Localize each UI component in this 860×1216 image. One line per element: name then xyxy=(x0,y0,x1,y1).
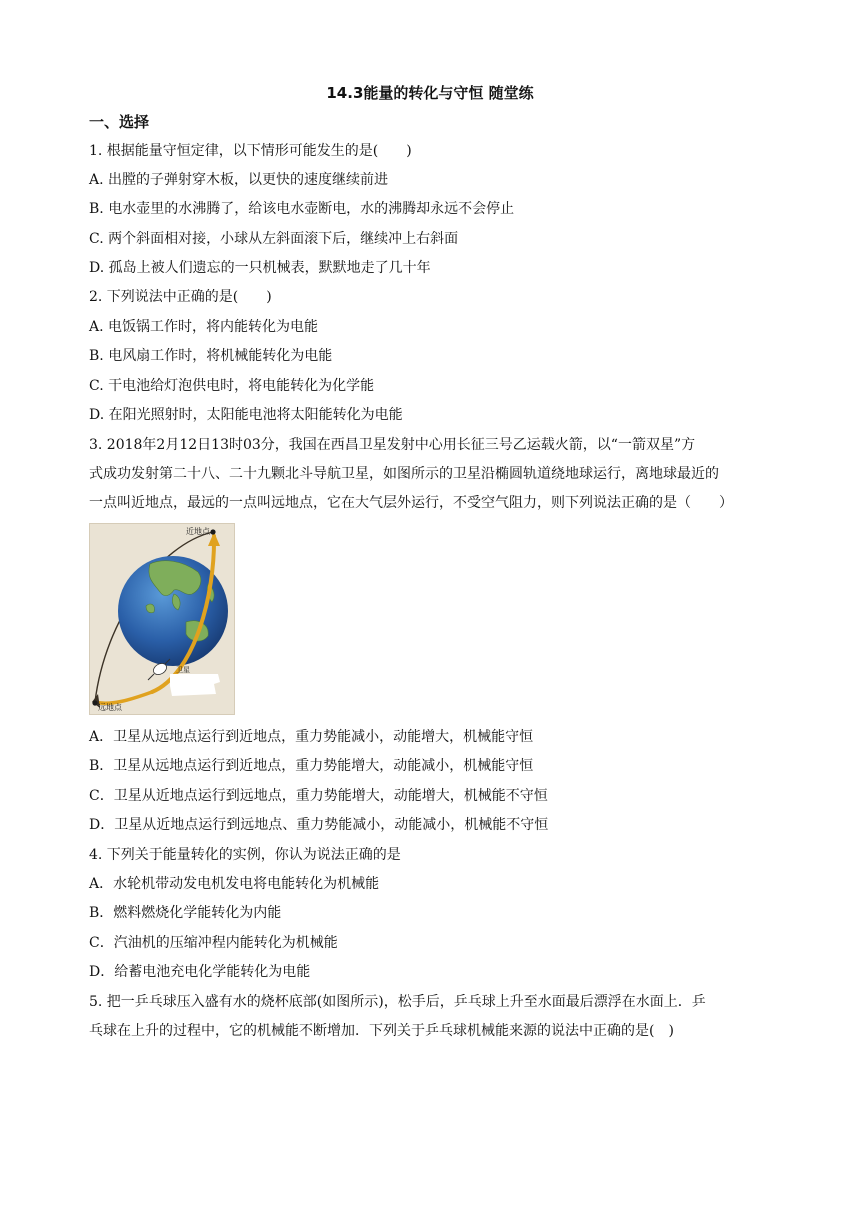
question-3-stem-line-1: 3. 2018年2月12日13时03分，我国在西昌卫星发射中心用长征三号乙运载火箭，以“一箭双星”方 xyxy=(89,437,696,453)
perigee-marker xyxy=(210,529,215,534)
question-3-option-d: D．卫星从近地点运行到远地点、重力势能减小，动能减小，机械能不守恒 xyxy=(89,817,549,833)
label-patch xyxy=(170,674,220,696)
question-5-stem-line-2: 乓球在上升的过程中，它的机械能不断增加．下列关于乒乓球机械能来源的说法中正确的是( ) xyxy=(89,1023,674,1039)
question-3-stem-line-2: 式成功发射第二十八、二十九颗北斗导航卫星，如图所示的卫星沿椭圆轨道绕地球运行，离地球最近的 xyxy=(89,466,719,482)
question-4-option-b: B．燃料燃烧化学能转化为内能 xyxy=(89,905,282,921)
question-4-option-c: C．汽油机的压缩冲程内能转化为机械能 xyxy=(89,935,338,951)
question-3-option-c: C．卫星从近地点运行到远地点，重力势能增大，动能增大，机械能不守恒 xyxy=(89,788,548,804)
question-3-stem-line-3: 一点叫近地点，最远的一点叫远地点，它在大气层外运行，不受空气阻力，则下列说法正确的是（ ） xyxy=(89,495,733,511)
question-1-option-b: B. 电水壶里的水沸腾了，给该电水壶断电，水的沸腾却永远不会停止 xyxy=(89,201,515,217)
question-5-stem-line-1: 5. 把一乒乓球压入盛有水的烧杯底部(如图所示)，松手后，乒乓球上升至水面最后漂浮在水面上．乒 xyxy=(89,994,706,1010)
satellite-orbit-figure xyxy=(89,523,235,715)
question-2-option-b: B. 电风扇工作时，将机械能转化为电能 xyxy=(89,348,333,364)
apogee-marker xyxy=(92,700,97,705)
question-1-stem: 1. 根据能量守恒定律，以下情形可能发生的是( ) xyxy=(89,143,412,159)
question-2-option-a: A. 电饭锅工作时，将内能转化为电能 xyxy=(89,319,319,335)
question-3-option-b: B．卫星从远地点运行到近地点，重力势能增大，动能减小，机械能守恒 xyxy=(89,758,534,774)
question-4-option-d: D．给蓄电池充电化学能转化为电能 xyxy=(89,964,311,980)
question-1-option-a: A. 出膛的子弹射穿木板，以更快的速度继续前进 xyxy=(89,172,389,188)
question-4-option-a: A．水轮机带动发电机发电将电能转化为机械能 xyxy=(89,876,380,892)
perigee-label: 近地点 xyxy=(186,527,210,536)
question-2-option-d: D. 在阳光照射时，太阳能电池将太阳能转化为电能 xyxy=(89,407,403,423)
question-3-option-a: A．卫星从远地点运行到近地点，重力势能减小，动能增大，机械能守恒 xyxy=(89,729,534,745)
question-4-stem: 4. 下列关于能量转化的实例，你认为说法正确的是 xyxy=(89,847,401,863)
document-title: 14.3能量的转化与守恒 随堂练 xyxy=(326,84,534,102)
question-2-stem: 2. 下列说法中正确的是( ) xyxy=(89,289,272,305)
section-heading: 一、选择 xyxy=(89,113,150,131)
question-1-option-d: D. 孤岛上被人们遗忘的一只机械表，默默地走了几十年 xyxy=(89,260,431,276)
satellite-label: 卫星 xyxy=(176,666,190,674)
question-2-option-c: C. 干电池给灯泡供电时，将电能转化为化学能 xyxy=(89,378,375,394)
apogee-label: 远地点 xyxy=(98,703,122,712)
question-1-option-c: C. 两个斜面相对接，小球从左斜面滚下后，继续冲上右斜面 xyxy=(89,231,459,247)
